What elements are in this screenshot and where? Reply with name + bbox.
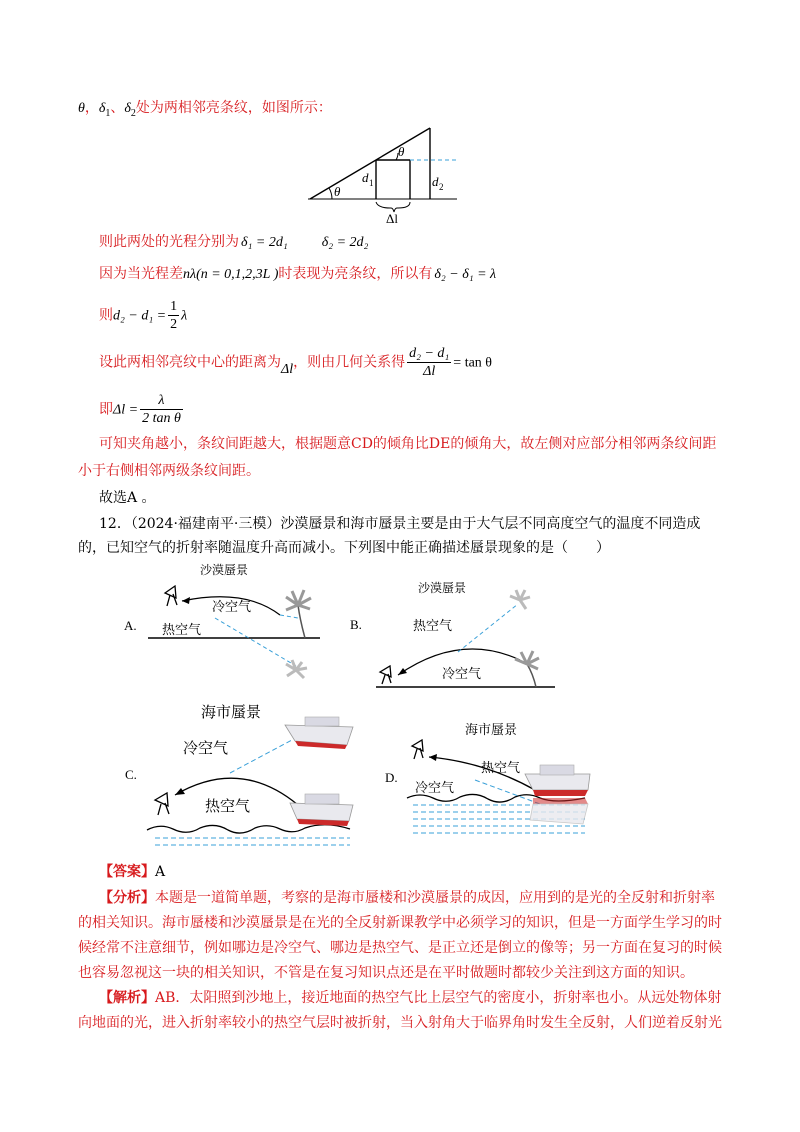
solution-line-1: 则此两处的光程分别为 δ₁ = 2d₁ δ₂ = 2d₂ bbox=[99, 234, 369, 250]
option-b-label: B. bbox=[350, 617, 362, 632]
solution-line-5: 即Δl = $\frac{\lambda}{\text{2 tan θ}}$ bbox=[99, 393, 181, 426]
option-b-hot-label: 热空气 bbox=[413, 619, 453, 634]
eq-path-difference: δ₂ − δ₁ = λ bbox=[434, 267, 497, 282]
ship-image-icon bbox=[530, 798, 588, 824]
ship-icon bbox=[525, 765, 590, 796]
eye-icon bbox=[412, 740, 423, 759]
palm-tree-image-icon bbox=[510, 590, 530, 609]
wedge-d1-label: d bbox=[362, 170, 369, 185]
svg-text:2: 2 bbox=[439, 182, 444, 192]
answer-line bbox=[99, 862, 165, 882]
option-a-label: A. bbox=[124, 618, 137, 633]
option-c-cold-label: 冷空气 bbox=[183, 739, 229, 757]
analysis-line-2: 的相关知识。海市蜃楼和沙漠蜃景是在光的全反射新课教学中必须学习的知识，但是一方面学生学习的时 bbox=[78, 915, 722, 931]
wedge-d2-label: d bbox=[432, 174, 439, 189]
option-b-title: 沙漠蜃景 bbox=[418, 581, 467, 595]
wedge-delta-l-label: Δl bbox=[386, 211, 398, 225]
palm-tree-icon bbox=[515, 651, 539, 669]
answer-tag: 【答案】 bbox=[99, 864, 155, 880]
eq-delta1: δ₁ = 2d₁ bbox=[241, 235, 288, 250]
option-a-cold-label: 冷空气 bbox=[212, 600, 252, 615]
option-a-title: 沙漠蜃景 bbox=[200, 563, 249, 577]
svg-text:1: 1 bbox=[369, 178, 374, 188]
wedge-diagram bbox=[300, 120, 460, 225]
conclusion-line-1: 可知夹角越小，条纹间距越大，根据题意CD的倾角比DE的倾角大，故左侧对应部分相邻两条纹间距 bbox=[99, 436, 717, 452]
option-c-figure[interactable] bbox=[115, 695, 365, 847]
jiexi-line-1: 【解析】AB．太阳照到沙地上，接近地面的热空气比上层空气的密度小，折射率也小。从远处物体射 bbox=[99, 990, 722, 1006]
choose-answer-line: 故选A 。 bbox=[99, 490, 156, 506]
option-b-cold-label: 冷空气 bbox=[442, 667, 482, 682]
option-c-title: 海市蜃景 bbox=[201, 703, 262, 721]
eq-n-lambda: nλ(n = 0,1,2,3L ) bbox=[183, 267, 279, 282]
analysis-line-1: 【分析】本题是一道简单题，考察的是海市蜃楼和沙漠蜃景的成因，应用到的是光的全反射和折射率 bbox=[99, 890, 715, 906]
analysis-line-4: 也容易忽视这一块的相关知识，不管是在复习知识点还是在平时做题时都较少关注到这方面的知识。 bbox=[78, 965, 694, 981]
solution-line-2: 因为当光程差nλ(n = 0,1,2,3L )时表现为亮条纹，所以有 δ₂ − δ₁ = λ bbox=[99, 266, 497, 282]
eq-delta2: δ₂ = 2d₂ bbox=[321, 235, 369, 250]
conclusion-line-2: 小于右侧相邻两级条纹间距。 bbox=[78, 463, 260, 479]
intro-text: 处为两相邻亮条纹，如图所示： bbox=[135, 100, 332, 116]
option-d-hot-label: 热空气 bbox=[481, 761, 521, 776]
delta2-symbol: δ bbox=[124, 101, 131, 116]
option-d-title: 海市蜃景 bbox=[465, 723, 518, 738]
option-b-figure[interactable] bbox=[350, 572, 560, 692]
intro-line: θ，$\delta_1$、$\delta_2$处为两相邻亮条纹，如图所示： bbox=[78, 100, 332, 119]
question-line-1: 12．（2024·福建南平·三模）沙漠蜃景和海市蜃景主要是由于大气层不同高度空气的温度不同造成 bbox=[99, 516, 701, 532]
option-d-cold-label: 冷空气 bbox=[415, 781, 455, 796]
jiexi-tag: 【解析】 bbox=[99, 990, 155, 1006]
delta1-symbol: δ bbox=[98, 101, 106, 116]
analysis-line-3: 候经常不注意细节，例如哪边是冷空气、哪边是热空气、是正立还是倒立的像等；另一方面在复习的时候 bbox=[78, 940, 722, 956]
option-c-label: C. bbox=[125, 767, 137, 782]
option-a-figure[interactable] bbox=[120, 558, 330, 693]
eye-icon bbox=[165, 586, 177, 606]
palm-tree-image-icon bbox=[286, 660, 307, 678]
solution-line-4: 设此两相邻亮纹中心的距离为Δl，则由几何关系得 $\frac{\text{d₂ − d₁}}{\Delta l}$ = tan θ bbox=[99, 346, 493, 379]
option-a-hot-label: 热空气 bbox=[162, 623, 202, 638]
option-c-hot-label: 热空气 bbox=[205, 797, 251, 815]
wedge-theta-top: θ bbox=[398, 144, 405, 159]
solution-line-3: 则d₂ − d₁ = $\frac{1}{2}$ λ bbox=[99, 299, 188, 332]
wedge-theta-bottom: θ bbox=[334, 184, 341, 199]
ship-image-icon bbox=[285, 717, 353, 749]
fraction-delta-l: $\frac{\lambda}{\text{2 tan θ}}$ bbox=[142, 393, 181, 426]
fraction-one-half: $\frac{1}{2}$ bbox=[170, 299, 178, 332]
jiexi-line-2: 向地面的光，进入折射率较小的热空气层时被折射，当入射角大于临界角时发生全反射，人们逆着反射光 bbox=[78, 1015, 722, 1031]
analysis-tag: 【分析】 bbox=[99, 890, 155, 906]
option-d-figure[interactable] bbox=[385, 712, 595, 852]
eye-icon bbox=[380, 666, 391, 684]
option-d-label: D. bbox=[385, 770, 398, 785]
theta-symbol: θ bbox=[78, 101, 85, 116]
fraction-geometry: $\frac{\text{d₂ − d₁}}{\Delta l}$ bbox=[409, 346, 450, 379]
ship-icon bbox=[290, 794, 353, 826]
eye-icon bbox=[155, 793, 169, 815]
question-line-2: 的，已知空气的折射率随温度升高而减小。下列图中能正确描述蜃景现象的是（ ） bbox=[78, 540, 610, 556]
answer-value: A bbox=[155, 864, 166, 880]
